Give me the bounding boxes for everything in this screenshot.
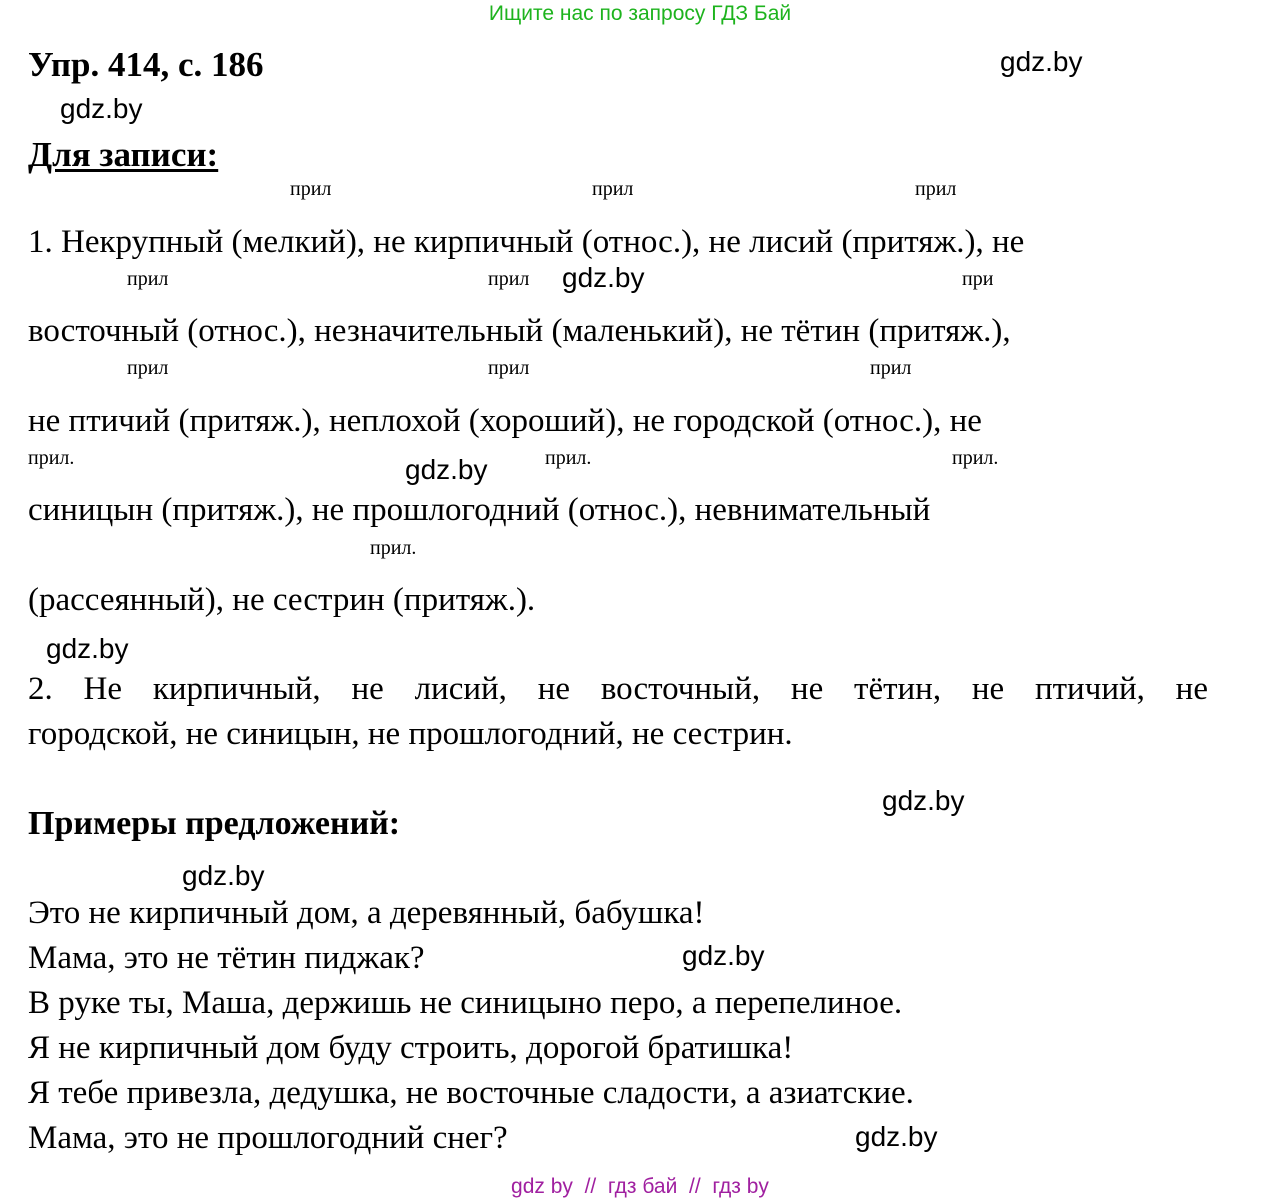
task2-line-2: городской, не синицын, не прошлогодний, не сестрин. [28,716,793,752]
pos-label: прил [290,178,332,200]
watermark: gdz.by [682,940,765,971]
example-sentence: Я тебе привезла, дедушка, не восточные сладости, а азиатские. [28,1075,914,1111]
example-sentence: Мама, это не прошлогодний снег? [28,1120,508,1156]
pos-label: при [962,268,994,290]
task1-line-2: восточный (относ.), незначительный (маленький), не тётин (притяж.), [28,313,1011,349]
pos-label: прил. [370,537,417,559]
example-sentence: В руке ты, Маша, держишь не синицыно перо, а перепелиное. [28,985,903,1021]
pos-label: прил. [952,447,999,469]
pos-label: прил. [545,447,592,469]
example-sentence: Мама, это не тётин пиджак? [28,940,425,976]
watermark: gdz.by [46,633,129,664]
task1-line-4: синицын (притяж.), не прошлогодний (относ.), невнимательный [28,492,931,528]
task1-line-1: 1. Некрупный (мелкий), не кирпичный (относ.), не лисий (притяж.), не [28,224,1025,260]
task1-line-5: (рассеянный), не сестрин (притяж.). [28,582,536,618]
watermark: gdz.by [882,785,965,816]
watermark: gdz.by [562,262,645,293]
watermark: gdz.by [405,454,488,485]
page-title: Упр. 414, с. 186 [28,45,264,84]
pos-label: прил [915,178,957,200]
pos-label: прил [870,357,912,379]
section-heading-examples: Примеры предложений: [28,805,401,842]
pos-label: прил [488,268,530,290]
pos-label: прил [127,268,169,290]
pos-label: прил. [28,447,75,469]
pos-label: прил [488,357,530,379]
watermark: gdz.by [855,1121,938,1152]
watermark: gdz.by [60,93,143,124]
pos-label: прил [592,178,634,200]
footer-links: gdz by // гдз бай // гдз by [511,1175,769,1198]
task2-line-1: 2. Не кирпичный, не лисий, не восточный, не тётин, не птичий, не [28,671,1208,707]
watermark: gdz.by [182,860,265,891]
example-sentence: Я не кирпичный дом буду строить, дорогой братишка! [28,1030,794,1066]
section-heading-write: Для записи: [28,135,219,174]
pos-label: прил [127,357,169,379]
task1-line-3: не птичий (притяж.), неплохой (хороший), не городской (относ.), не [28,403,982,439]
top-banner: Ищите нас по запросу ГДЗ Бай [488,2,792,25]
watermark: gdz.by [1000,46,1083,77]
example-sentence: Это не кирпичный дом, а деревянный, бабушка! [28,895,705,931]
